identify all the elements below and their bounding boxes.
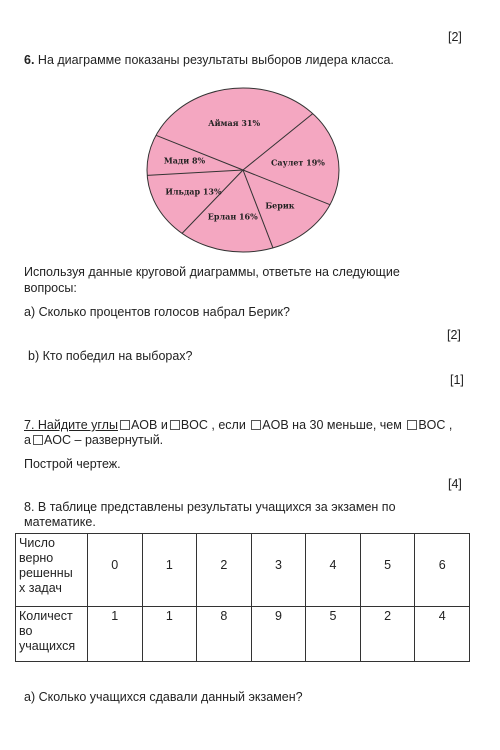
q7-part-boc2: BOC ,	[418, 418, 453, 432]
q7-line2	[24, 433, 163, 448]
header-line: х задач	[19, 581, 62, 595]
table-cell: 5	[360, 534, 415, 607]
table-cell: 4	[306, 534, 361, 607]
pie-slice-label: Аймая 31%	[208, 118, 261, 129]
q7-part-aoc: AOC – развернутый.	[43, 433, 164, 447]
angle-icon	[33, 435, 43, 445]
score-q6a: [2]	[447, 328, 461, 342]
table-cell: 2	[360, 607, 415, 662]
q7-part-diff: AOB на 30 меньше, чем	[262, 418, 402, 432]
angle-icon	[120, 420, 130, 430]
results-table	[15, 533, 470, 662]
table-row	[16, 607, 470, 662]
q6-question-a: а) Сколько процентов голосов набрал Берик?	[24, 305, 290, 319]
table-cell: 5	[306, 607, 361, 662]
q7-line1	[24, 418, 452, 433]
q6-instruction-line2: вопросы:	[24, 281, 77, 295]
table-row	[16, 534, 470, 607]
q6-heading	[24, 53, 394, 68]
q7-part-boc: BOC , если	[180, 418, 246, 432]
pie-slice-label: Мади 8%	[163, 155, 206, 166]
pie-slice-label: Берик	[265, 200, 295, 211]
q7-line3: Построй чертеж.	[24, 457, 121, 471]
table-cell: 8	[197, 607, 252, 662]
angle-icon	[170, 420, 180, 430]
table-cell: 4	[415, 607, 470, 662]
header-line: решенны	[19, 566, 73, 580]
q8-line1: 8. В таблице представлены результаты учащихся за экзамен по	[24, 500, 396, 514]
table-cell: 3	[251, 534, 306, 607]
score-top: [2]	[448, 30, 462, 44]
table-cell: 2	[197, 534, 252, 607]
q7-part-aob: AOB и	[130, 418, 168, 432]
table-cell: 1	[142, 607, 197, 662]
q6-number: 6.	[24, 53, 35, 67]
pie-slice-label: Ильдар 13%	[165, 186, 222, 197]
pie-chart	[130, 78, 360, 268]
pie-slice-label: Ерлан 16%	[207, 211, 258, 222]
q7-part-a: а	[24, 433, 31, 447]
q8-question-a: а) Сколько учащихся сдавали данный экзамен?	[24, 690, 303, 704]
score-q6b: [1]	[450, 373, 464, 387]
pie-slice-label: Саулет 19%	[271, 157, 325, 168]
angle-icon	[251, 420, 261, 430]
table-header-cell	[16, 534, 88, 607]
header-line: учащихся	[19, 639, 76, 653]
q6-text: На диаграмме показаны результаты выборов лидера класса.	[37, 53, 394, 67]
q7-lead: 7. Найдите углы	[24, 418, 118, 432]
table-header-cell	[16, 607, 88, 662]
q8-line2: математике.	[24, 515, 96, 529]
q6-instruction-line1: Используя данные круговой диаграммы, ответьте на следующие	[24, 265, 400, 279]
header-line: во	[19, 624, 33, 638]
header-line: Число	[19, 536, 55, 550]
score-q7: [4]	[448, 477, 462, 491]
angle-icon	[407, 420, 417, 430]
table-cell: 6	[415, 534, 470, 607]
table-cell: 0	[88, 534, 143, 607]
q6-question-b: b) Кто победил на выборах?	[28, 349, 193, 363]
table-cell: 9	[251, 607, 306, 662]
table-cell: 1	[88, 607, 143, 662]
header-line: верно	[19, 551, 54, 565]
header-line: Количест	[19, 609, 73, 623]
table-cell: 1	[142, 534, 197, 607]
